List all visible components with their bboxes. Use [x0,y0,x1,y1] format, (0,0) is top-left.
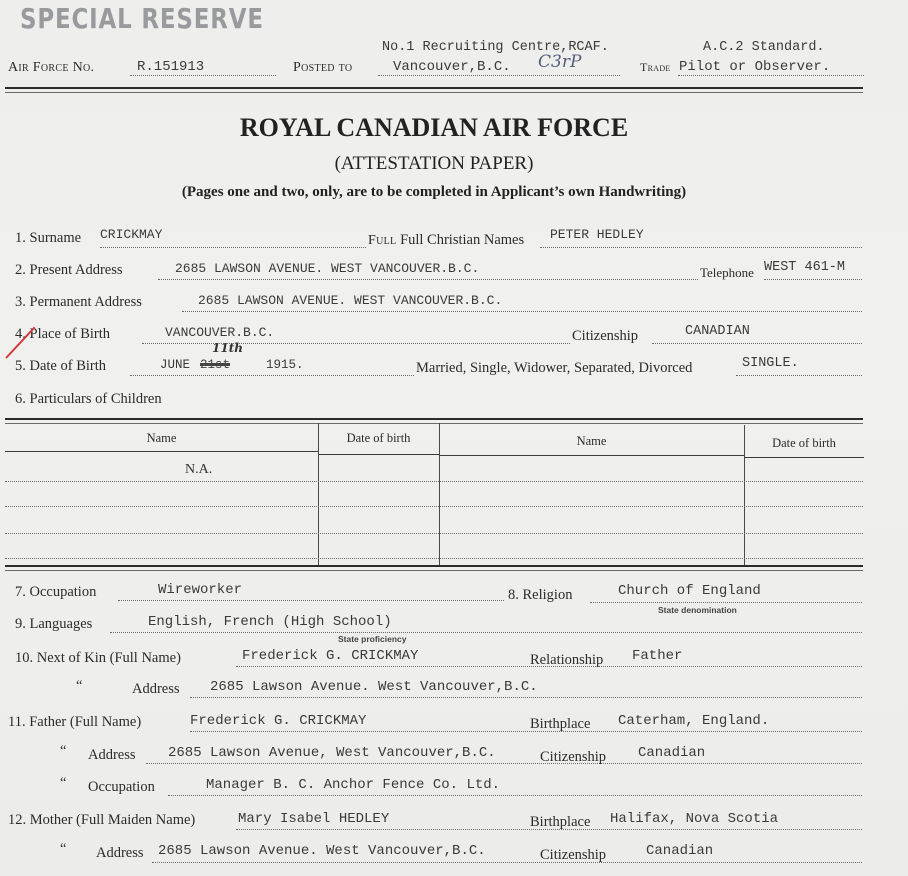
father-name-label: 11. Father (Full Name) [8,714,142,730]
form-subtitle: (ATTESTATION PAPER) [334,153,534,174]
mother-birthplace-label: Birthplace [530,814,591,830]
form-instruction: (Pages one and two, only, are to be completed in Applicant’s own Handwriting) [181,184,687,200]
telephone-line [764,279,862,280]
recruiting-centre: No.1 Recruiting Centre,RCAF. [382,40,609,55]
table-row-line-1[interactable] [5,481,863,482]
citizenship-value[interactable]: CANADIAN [685,324,750,339]
trade-line [678,75,864,76]
mother-name-value[interactable]: Mary Isabel HEDLEY [238,811,390,827]
table-header-name-2: Name [576,434,607,448]
surname-label: 1. Surname [15,230,82,246]
religion-value[interactable]: Church of England [618,583,761,599]
father-name-value[interactable]: Frederick G. CRICKMAY [190,713,367,729]
father-address-label: Address [88,747,136,763]
ditto-mark-kin: “ [76,678,83,694]
posted-to-handwritten-note: C3rP [538,52,582,72]
header-divider [5,87,863,93]
father-occupation-line [168,795,862,796]
father-address-value[interactable]: 2685 Lawson Avenue, West Vancouver,B.C. [168,745,496,761]
languages-hint: State proficiency [338,634,407,644]
permanent-address-value[interactable]: 2685 LAWSON AVENUE. WEST VANCOUVER.B.C. [198,293,503,308]
place-of-birth-line [142,343,570,344]
posted-to-line [378,75,620,76]
air-force-no-line [130,75,276,76]
mother-address-value[interactable]: 2685 Lawson Avenue. West Vancouver,B.C. [158,843,486,859]
mother-citizenship-value[interactable]: Canadian [646,843,714,859]
dob-year[interactable]: 1915. [266,358,304,372]
table-bottom-border [5,565,863,571]
air-force-no-label: Air Force No. [8,60,95,75]
header-rule-4 [744,457,864,458]
mother-birthplace-value[interactable]: Halifax, Nova Scotia [610,811,779,827]
relationship-value[interactable]: Father [632,648,683,664]
languages-value[interactable]: English, French (High School) [148,614,392,630]
citizenship-line [652,343,862,344]
table-header-dob-2: Date of birth [772,436,836,450]
kin-address-line [190,697,862,698]
date-of-birth-line [130,375,414,376]
religion-label: 8. Religion [508,587,573,603]
table-row-line-3[interactable] [5,533,863,534]
kin-address-value[interactable]: 2685 Lawson Avenue. West Vancouver,B.C. [210,679,538,695]
christian-names-value[interactable]: PETER HEDLEY [550,227,644,242]
father-citizenship-label: Citizenship [540,749,607,765]
header-rule-2 [318,454,439,455]
table-header-name-1: Name [146,431,177,445]
telephone-label: Telephone [700,265,754,280]
posted-to-label: Posted to [293,60,353,75]
dob-day-struck: 21st [200,358,231,372]
marital-status-value[interactable]: SINGLE. [742,356,799,371]
table-row-line-4[interactable] [5,558,863,559]
languages-label: 9. Languages [15,616,93,632]
father-birthplace-value[interactable]: Caterham, England. [618,713,770,729]
marital-status-label: Married, Single, Widower, Separated, Divorced [416,360,693,376]
languages-line [110,632,862,633]
citizenship-label: Citizenship [572,328,639,344]
trade-value[interactable]: Pilot or Observer. [679,59,831,75]
father-occupation-value[interactable]: Manager B. C. Anchor Fence Co. Ltd. [206,777,501,793]
dob-day-handwritten: 11th [212,341,243,355]
ditto-mark-father-address: “ [60,743,67,759]
posted-to-value[interactable]: Vancouver,B.C. [393,59,511,75]
place-of-birth-label: 4. Place of Birth [15,326,111,342]
standard-grade: A.C.2 Standard. [703,40,825,55]
mother-address-label: Address [96,845,144,861]
religion-hint: State denomination [658,605,737,615]
special-reserve-stamp: SPECIAL RESERVE [20,2,264,35]
permanent-address-line [182,311,862,312]
occupation-value[interactable]: Wireworker [158,582,243,598]
christian-names-text: Full Christian Names [400,232,525,248]
present-address-value[interactable]: 2685 LAWSON AVENUE. WEST VANCOUVER.B.C. [175,261,480,276]
next-of-kin-value[interactable]: Frederick G. CRICKMAY [242,648,419,664]
ditto-mark-mother-address: “ [60,841,67,857]
children-label: 6. Particulars of Children [15,391,162,407]
dob-month[interactable]: JUNE [160,358,191,372]
surname-line [100,247,366,248]
father-citizenship-value[interactable]: Canadian [638,745,706,761]
header-rule-1 [5,451,318,452]
form-title: ROYAL CANADIAN AIR FORCE [239,113,629,142]
religion-line [590,602,862,603]
christian-names-label: Full Full Christian Names [368,232,525,248]
place-of-birth-value[interactable]: VANCOUVER.B.C. [165,325,275,340]
next-of-kin-label: 10. Next of Kin (Full Name) [15,650,181,666]
mother-name-label: 12. Mother (Full Maiden Name) [8,812,196,828]
table-top-border [5,418,863,424]
ditto-mark-father-occupation: “ [60,775,67,791]
relationship-label: Relationship [530,652,604,668]
marital-status-line [736,375,862,376]
occupation-label: 7. Occupation [15,584,97,600]
father-address-line [146,763,862,764]
telephone-value[interactable]: WEST 461-M [764,260,846,275]
mother-address-line [152,862,862,863]
air-force-no-value[interactable]: R.151913 [137,59,205,75]
mother-citizenship-label: Citizenship [540,847,607,863]
occupation-line [118,600,504,601]
surname-value[interactable]: CRICKMAY [100,227,163,242]
father-occupation-label: Occupation [88,779,155,795]
date-of-birth-label: 5. Date of Birth [15,358,107,374]
kin-address-label: Address [132,681,180,697]
header-rule-3 [439,455,744,456]
christian-names-line [540,247,862,248]
trade-label: Trade [640,60,671,74]
present-address-line [158,279,698,280]
table-header-dob-1: Date of birth [346,431,411,445]
father-birthplace-label: Birthplace [530,716,591,732]
present-address-label: 2. Present Address [15,262,123,278]
table-row-line-2[interactable] [5,506,863,507]
permanent-address-label: 3. Permanent Address [15,294,142,310]
table-cell-name-row1[interactable]: N.A. [185,462,213,477]
father-name-line [190,731,862,732]
